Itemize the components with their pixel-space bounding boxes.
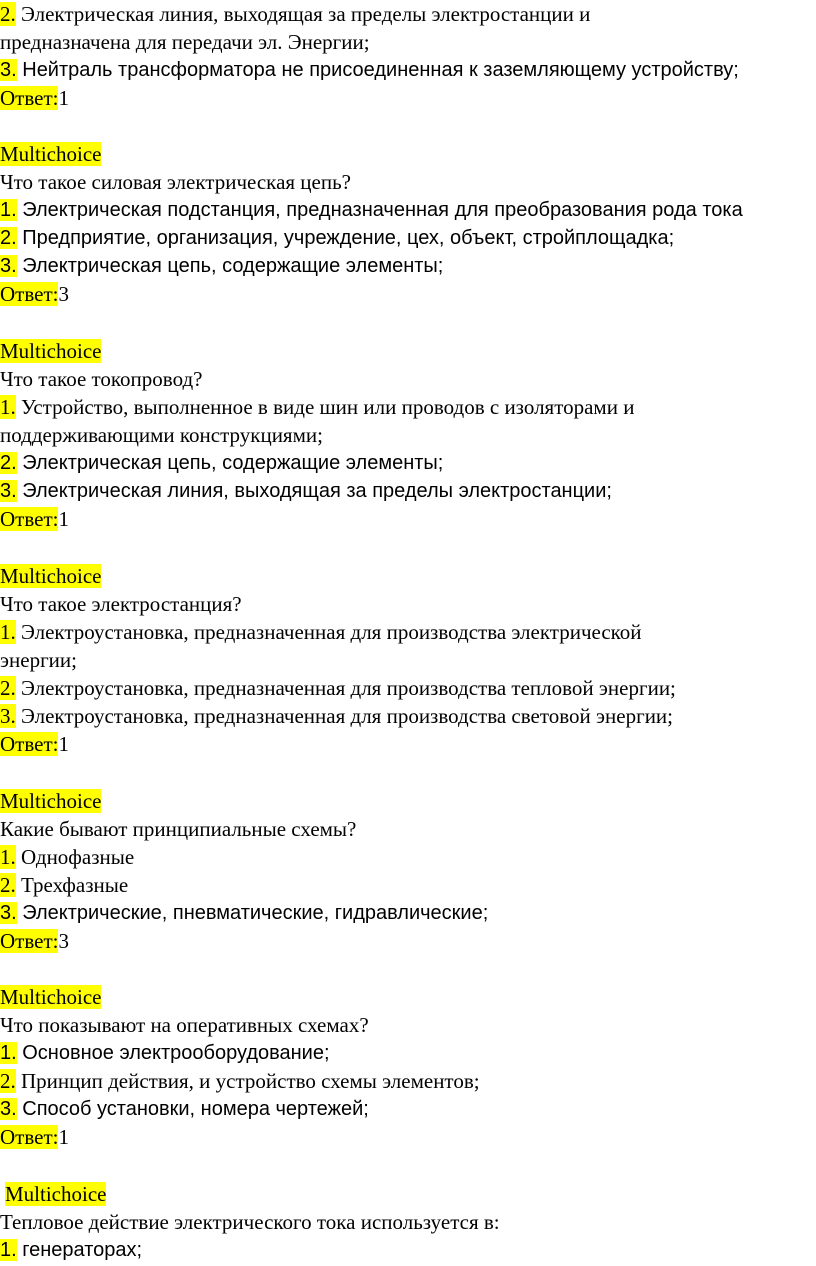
option-number: 2. [0,873,16,897]
question-type: Multichoice [0,339,102,363]
option-text: Электрическая цепь, содержащие элементы; [16,452,444,474]
option-number: 2. [0,452,17,474]
prev-option-3 [0,56,739,84]
answer [0,927,69,955]
option-number: 3. [0,480,17,502]
option-3 [0,252,443,280]
option-text: Способ установки, номера чертежей; [16,1098,369,1120]
option-text: Электрическая подстанция, предназначенная для преобразования рода тока [16,199,743,221]
question-text: Какие бывают принципиальные схемы? [0,817,357,841]
answer-value: 1 [58,732,69,756]
option-text: Предприятие, организация, учреждение, цех, объект, стройплощадка; [16,227,675,249]
option-2 [0,449,443,477]
option-text: Трехфазные [15,873,129,897]
option-3 [0,702,673,730]
question-type: Multichoice [0,564,102,588]
question-type: Multichoice [0,142,102,166]
option-1 [0,196,743,224]
answer-label: Ответ: [0,507,59,531]
option-number: 1. [0,199,17,221]
prev-answer [0,84,69,112]
question-text: Что показывают на оперативных схемах? [0,1013,369,1037]
option-number: 1. [0,1239,17,1261]
option-text: Электроустановка, предназначенная для производства электрической [15,620,642,644]
option-number: 3. [0,59,17,81]
option-number: 2. [0,676,16,700]
option-3 [0,899,488,927]
answer-label: Ответ: [0,86,59,110]
option-1-continuation: энергии; [0,648,77,672]
option-1 [0,393,634,421]
option-number: 2. [0,1069,16,1093]
answer-value: 3 [58,929,69,953]
answer-label: Ответ: [0,732,59,756]
answer [0,505,69,533]
option-number: 3. [0,704,16,728]
answer-label: Ответ: [0,1125,59,1149]
option-text: генераторах; [16,1239,143,1261]
option-text: Принцип действия, и устройство схемы элементов; [15,1069,480,1093]
option-number: 1. [0,1042,17,1064]
answer-value: 3 [58,282,69,306]
option-number: 3. [0,1098,17,1120]
question-text: Что такое электростанция? [0,592,242,616]
option-number: 3. [0,902,17,924]
option-number: 1. [0,620,16,644]
answer-value: 1 [58,507,69,531]
answer-label: Ответ: [0,929,59,953]
option-text: Электроустановка, предназначенная для производства тепловой энергии; [15,676,676,700]
option-3 [0,1095,369,1123]
option-text: Электрическая линия, выходящая за пределы электростанции; [16,480,612,502]
question-type: Multichoice [0,985,102,1009]
option-number: 3. [0,255,17,277]
question-type: Multichoice [5,1182,107,1206]
question-text: Что такое силовая электрическая цепь? [0,170,351,194]
option-text: Нейтраль трансформатора не присоединенная к заземляющему устройству; [16,59,739,81]
option-text: Электрические, пневматические, гидравлические; [16,902,489,924]
answer [0,1123,69,1151]
option-text: Электроустановка, предназначенная для производства световой энергии; [15,704,674,728]
option-1 [0,618,642,646]
answer [0,730,69,758]
option-text: Электрическая линия, выходящая за пределы электростанции и [15,2,591,26]
option-1 [0,1039,330,1067]
option-3 [0,477,612,505]
option-number: 1. [0,395,16,419]
option-2 [0,674,676,702]
prev-option-2 [0,0,590,28]
prev-option-2-continuation: предназначена для передачи эл. Энергии; [0,30,370,54]
option-2 [0,224,674,252]
option-number: 2. [0,2,16,26]
option-2 [0,1067,480,1095]
option-1-continuation: поддерживающими конструкциями; [0,423,323,447]
question-text: Что такое токопровод? [0,367,203,391]
answer-value: 1 [58,1125,69,1149]
option-text: Основное электрооборудование; [16,1042,330,1064]
answer-label: Ответ: [0,282,59,306]
option-number: 1. [0,845,16,869]
answer-value: 1 [58,86,69,110]
option-1 [0,1236,142,1264]
option-1 [0,843,134,871]
option-text: Однофазные [15,845,135,869]
option-text: Устройство, выполненное в виде шин или проводов с изоляторами и [15,395,635,419]
question-text: Тепловое действие электрического тока используется в: [0,1210,500,1234]
question-type: Multichoice [0,789,102,813]
option-text: Электрическая цепь, содержащие элементы; [16,255,444,277]
option-2 [0,871,128,899]
option-number: 2. [0,227,17,249]
answer [0,280,69,308]
